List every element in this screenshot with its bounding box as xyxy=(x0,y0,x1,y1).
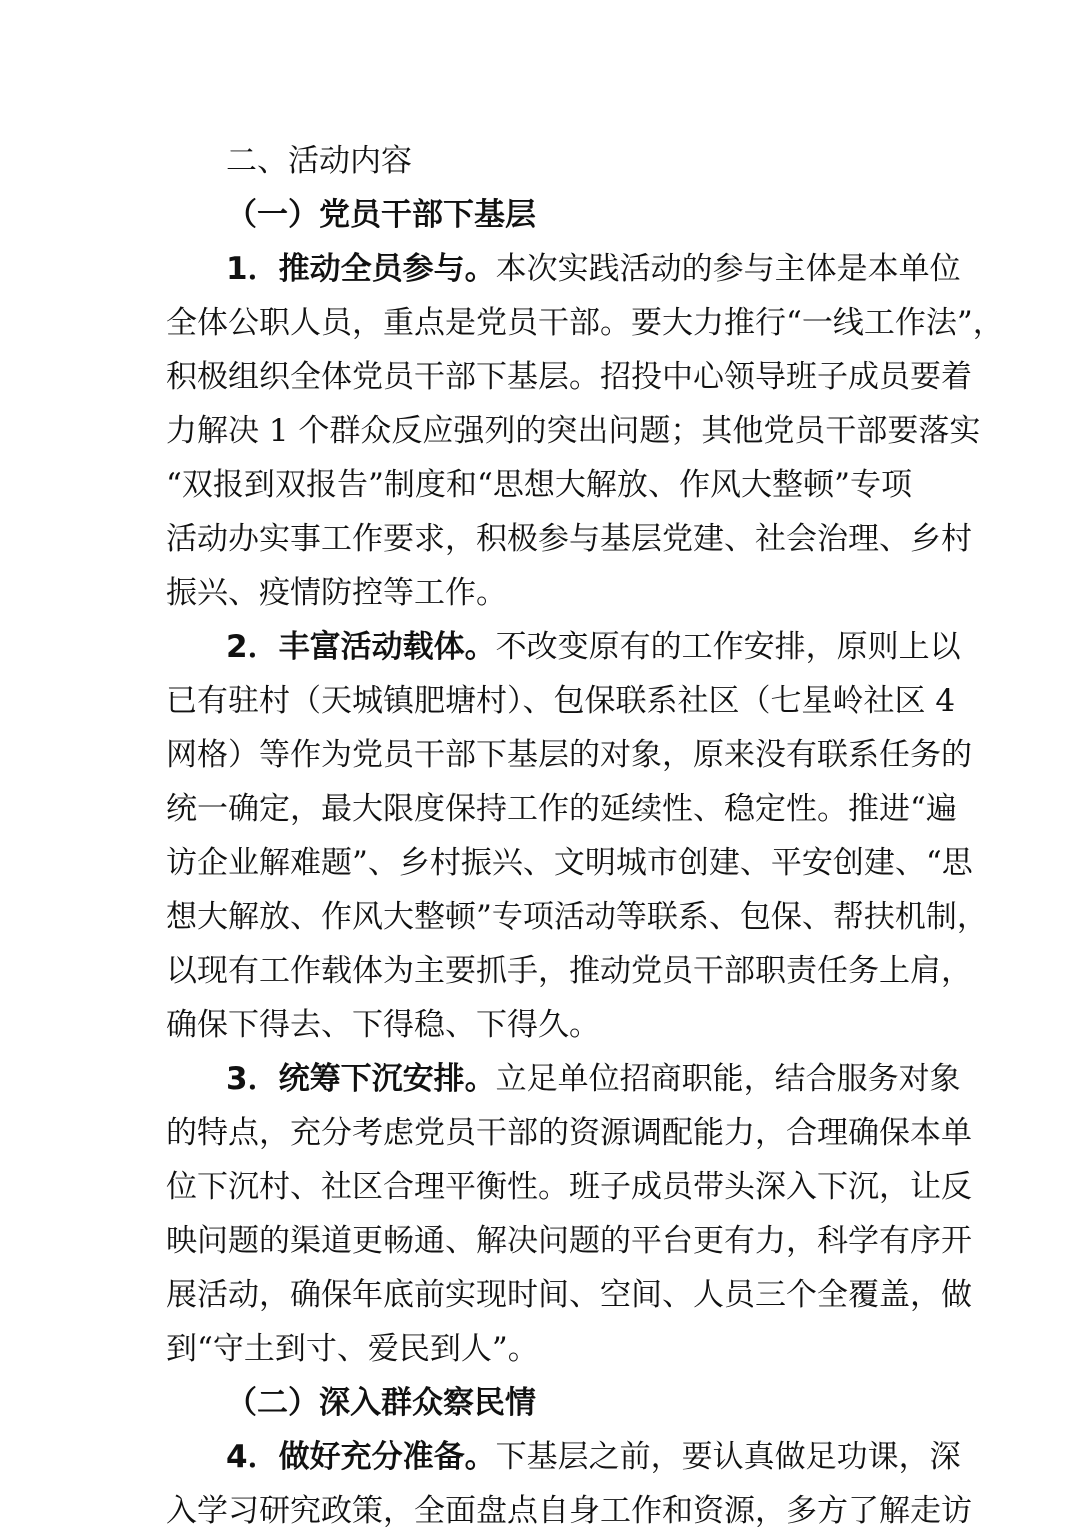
paragraph-1-line-2: 全体公职人员，重点是党员干部。要大力推行“一线工作法”， xyxy=(166,305,1004,341)
paragraph-2-line-7: 以现有工作载体为主要抓手，推动党员干部职责任务上肩， xyxy=(166,953,972,989)
paragraph-4-lead: 4．做好充分准备。 xyxy=(226,1439,496,1475)
subsection-title-1: （一）党员干部下基层 xyxy=(226,197,536,233)
paragraph-1-line-5: “双报到双报告”制度和“思想大解放、作风大整顿”专项 xyxy=(166,467,912,503)
paragraph-4-line-2: 入学习研究政策，全面盘点自身工作和资源，多方了解走访 xyxy=(166,1493,972,1529)
document-page xyxy=(166,134,1004,1538)
paragraph-2-line-2: 已有驻村（天城镇肥塘村）、包保联系社区（七星岭社区 4 xyxy=(166,683,956,719)
paragraph-2-line-4: 统一确定，最大限度保持工作的延续性、稳定性。推进“遍 xyxy=(166,791,957,827)
section-title: 二、活动内容 xyxy=(226,143,412,179)
paragraph-3-lead: 3．统筹下沉安排。 xyxy=(226,1061,496,1097)
paragraph-3-line-1: 3．统筹下沉安排。立足单位招商职能，结合服务对象 xyxy=(226,1061,961,1097)
paragraph-1-line-6: 活动办实事工作要求，积极参与基层党建、社会治理、乡村 xyxy=(166,521,972,557)
paragraph-3-line-3: 位下沉村、社区合理平衡性。班子成员带头深入下沉，让反 xyxy=(166,1169,972,1205)
paragraph-2-line-5: 访企业解难题”、乡村振兴、文明城市创建、平安创建、“思 xyxy=(166,845,973,881)
paragraph-4-line-1: 4．做好充分准备。下基层之前，要认真做足功课，深 xyxy=(226,1439,961,1475)
paragraph-2-line-8: 确保下得去、下得稳、下得久。 xyxy=(166,1007,600,1043)
paragraph-1-line-1: 1．推动全员参与。本次实践活动的参与主体是本单位 xyxy=(226,251,961,287)
paragraph-2-line-6: 想大解放、作风大整顿”专项活动等联系、包保、帮扶机制， xyxy=(166,899,988,935)
paragraph-1-line-4: 力解决 1 个群众反应强列的突出问题；其他党员干部要落实 xyxy=(166,413,981,449)
paragraph-3-line-6: 到“守土到寸、爱民到人”。 xyxy=(166,1331,539,1367)
paragraph-3-line-2: 的特点，充分考虑党员干部的资源调配能力，合理确保本单 xyxy=(166,1115,972,1151)
paragraph-2-line-1: 2．丰富活动载体。不改变原有的工作安排，原则上以 xyxy=(226,629,961,665)
paragraph-1-line-7: 振兴、疫情防控等工作。 xyxy=(166,575,507,611)
paragraph-3-line-4: 映问题的渠道更畅通、解决问题的平台更有力，科学有序开 xyxy=(166,1223,972,1259)
paragraph-2-lead: 2．丰富活动载体。 xyxy=(226,629,496,665)
subsection-title-2: （二）深入群众察民情 xyxy=(226,1385,536,1421)
paragraph-1-lead: 1．推动全员参与。 xyxy=(226,251,496,287)
paragraph-2-line-3: 网格）等作为党员干部下基层的对象，原来没有联系任务的 xyxy=(166,737,972,773)
paragraph-3-line-5: 展活动，确保年底前实现时间、空间、人员三个全覆盖，做 xyxy=(166,1277,972,1313)
paragraph-1-line-3: 积极组织全体党员干部下基层。招投中心领导班子成员要着 xyxy=(166,359,972,395)
